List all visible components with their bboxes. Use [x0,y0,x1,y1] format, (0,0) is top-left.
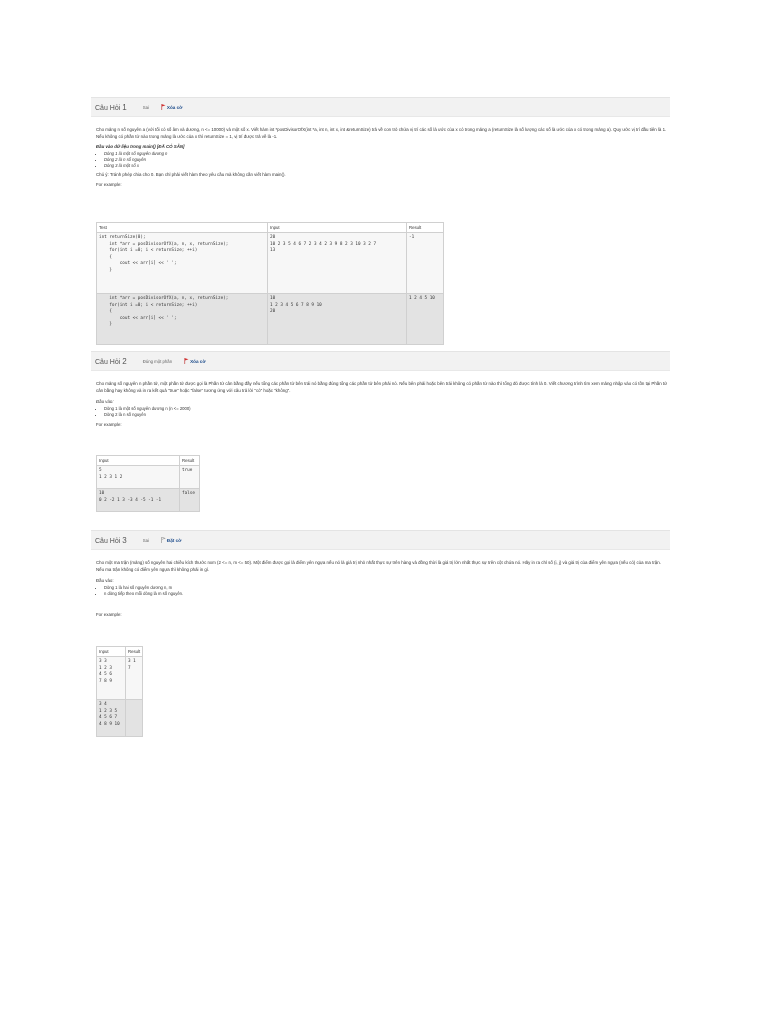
table-cell: 10 0 2 -2 1 3 -3 4 -5 -1 -1 [97,489,180,512]
table-cell: 3 1 7 [126,657,143,700]
question-1-flag-button[interactable]: Xóa cờ [161,104,183,110]
list-item: • Dòng 3 là một số x [104,163,670,169]
question-1-for-example: For example: [96,182,122,187]
question-2-input-list [96,406,670,418]
table-header-row [97,647,143,657]
question-1-header [91,97,670,117]
question-2-input-heading: Đầu vào: [96,399,114,404]
question-1-description: Cho mảng n số nguyên a (với tối có số âm và dương, n <= 10000) và một số x. Viết hàm int *posDivisorOfX(int *a, int n, int x, int &returnSize) trả về con trỏ chứa vị trí các số là ước của x có trong mảng a (returnSize là số lượng các số là ước của x có trong mảng a). Quy ước vị trí đầu tiên là 1. Nếu không có phần tử nào trong mảng là ước của x thì returnSize = 1, vị trí được trả về là -1. [96,127,667,139]
table-row [97,489,200,512]
table-row [97,657,143,700]
list-item: • Dòng 1 là hai số nguyên dương n, m [104,585,670,591]
table-row [97,233,444,294]
question-3-header [91,530,670,550]
question-2-header [91,351,670,371]
question-3-example-table [96,646,143,737]
table-cell: -1 [407,233,444,294]
question-1-status: Sai [142,104,149,110]
table-cell [126,700,143,737]
table-cell: int *arr = posDivisorOfX(a, n, x, returnSize); for(int i =0; i < returnSize; ++i) { cout << arr[i] << ' '; } [97,294,268,345]
question-3-flag-button[interactable]: Đặt cờ [161,537,182,543]
question-1-note: Chú ý: Tránh phép chia cho 0. Bạn chỉ phải viết hàm theo yêu cầu mà không cần viết hàm main(). [96,172,286,177]
question-3-title: Câu Hỏi 3 [95,535,127,545]
table-cell: 3 4 1 2 3 5 4 5 6 7 4 8 9 10 [97,700,126,737]
question-3-description: Cho một ma trận (mảng) số nguyên hai chiều kích thước nxm (2 <= n, m <= 50). Một điểm được gọi là điểm yên ngựa nếu nó là giá trị nhỏ nhất thực sự trên hàng và đồng thời là giá trị lớn nhất thực sự trên cột chứa nó. Hãy in ra chỉ số (i, j) và giá trị của điểm yên ngựa (nếu có) của ma trận. Nếu ma trận không có điểm yên ngựa thì không phải in gì. [96,560,661,572]
question-2-for-example: For example: [96,422,122,427]
flag-outline-icon [161,537,166,543]
question-2-flag-button[interactable]: Xóa cờ [184,358,206,364]
table-cell: 5 1 2 3 1 2 [97,466,180,489]
table-row [97,700,143,737]
question-1-example-table [96,222,444,345]
question-1-input-list [96,151,670,169]
column-header: Result [180,456,200,466]
question-1-body [96,126,670,188]
question-1-title: Câu Hỏi 1 [95,102,127,112]
list-item: • Dòng 1 là một số nguyên dương n (n <= 2000) [104,406,670,412]
question-2-title: Câu Hỏi 2 [95,356,127,366]
table-cell: 20 10 2 3 5 4 6 7 2 3 4 2 3 9 8 2 3 10 3 2 7 13 [268,233,407,294]
column-header: Input [97,647,126,657]
table-cell: 1 2 4 5 10 [407,294,444,345]
column-header: Result [407,223,444,233]
list-item: • Dòng 1 là một số nguyên dương n [104,151,670,157]
table-row [97,294,444,345]
table-cell: 3 3 1 2 3 4 5 6 7 8 9 [97,657,126,700]
question-3-for-example: For example: [96,612,122,617]
question-2-status: Đúng một phần [142,358,173,364]
table-cell: true [180,466,200,489]
column-header: Input [268,223,407,233]
list-item: • Dòng 2 là n số nguyên [104,412,670,418]
question-3-input-heading: Đầu vào: [96,578,114,583]
question-2-description: Cho mảng số nguyên n phần tử, một phần tử được gọi là Phần tử cân bằng đầy nếu tổng các phần tử bên trái nó bằng đúng tổng các phần tử bên phải nó. Nếu bên phải hoặc bên trái không có phần tử nào thì tổng đó được tính là 0. Viết chương trình tìm xem mảng nhập vào có tồn tại Phần tử cân bằng hay không và in ra kết quả "true" hoặc "false" tương ứng với câu trả lời "có" hoặc "không". [96,381,668,393]
column-header: Result [126,647,143,657]
flag-icon [184,358,189,364]
list-item: • Dòng 2 là n số nguyên [104,157,670,163]
table-header-row [97,456,200,466]
table-header-row [97,223,444,233]
table-cell: int returnSize(0); int *arr = posDivisorOfX(a, n, x, returnSize); for(int i =0; i < returnSize; ++i) { cout << arr[i] << ' '; } [97,233,268,294]
flag-icon [161,104,166,110]
table-cell: false [180,489,200,512]
column-header: Input [97,456,180,466]
column-header: Test [97,223,268,233]
list-item: • n dòng tiếp theo mỗi dòng là m số nguyên. [104,591,670,597]
question-3-input-list [96,585,670,597]
question-1-input-heading: Đầu vào dữ liệu trong main() [ĐÃ CÓ SẴN] [96,144,185,149]
question-3-body [96,559,670,618]
question-3-status: Sai [142,537,149,543]
question-2-example-table [96,455,200,512]
question-2-body [96,380,670,428]
table-cell: 10 1 2 3 4 5 6 7 8 9 10 20 [268,294,407,345]
table-row [97,466,200,489]
